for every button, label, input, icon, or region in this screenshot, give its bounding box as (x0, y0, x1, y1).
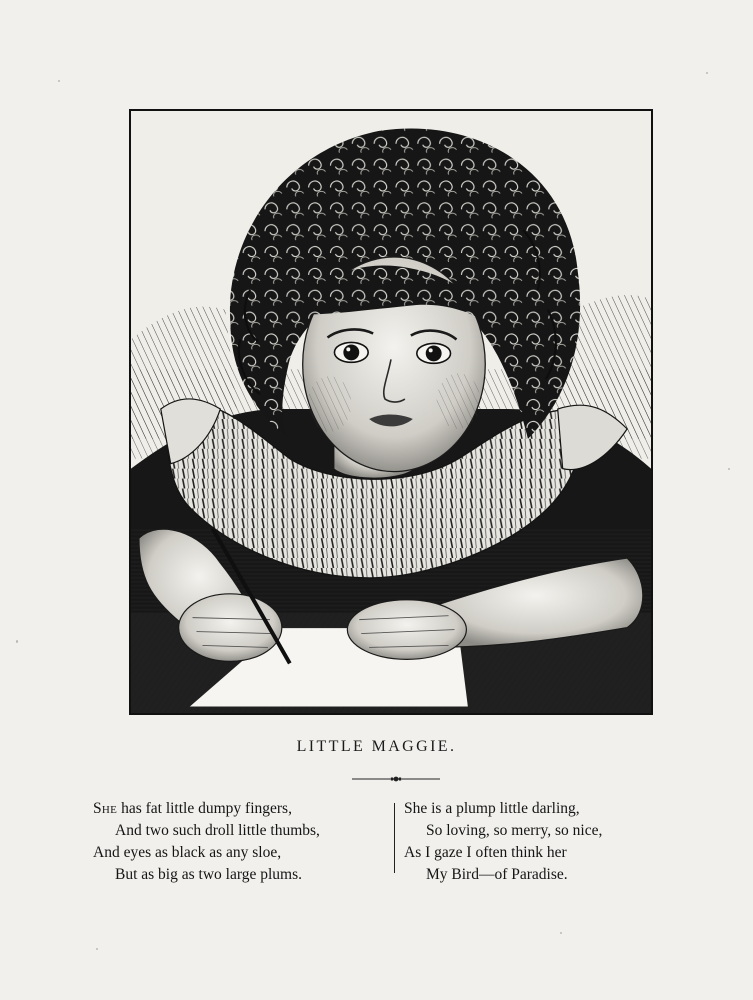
engraving-artwork (131, 111, 651, 713)
verse-line-rest: has fat little dumpy fingers, (117, 800, 292, 817)
column-divider (394, 803, 395, 873)
paper-speck (706, 72, 708, 74)
engraving-illustration (129, 109, 653, 715)
verse-line: And eyes as black as any sloe, (93, 844, 282, 861)
verse-line: But as big as two large plums. (115, 866, 302, 883)
paper-speck (16, 640, 18, 643)
verse-line: She is a plump little darling, (404, 800, 580, 817)
title-ornament (352, 773, 440, 785)
paper-speck (58, 80, 60, 82)
verse-line: And two such droll little thumbs, (115, 822, 320, 839)
paper-speck (96, 948, 98, 950)
paper-speck (560, 932, 562, 934)
verse-initial-word: She (93, 800, 118, 817)
poem-left-stanza (93, 798, 389, 886)
verse-line: My Bird—of Paradise. (426, 866, 568, 883)
verse-line: So loving, so merry, so nice, (426, 822, 603, 839)
verse-line: As I gaze I often think her (404, 844, 567, 861)
verse-line (93, 798, 389, 820)
poem-right-stanza (404, 798, 664, 886)
paper-speck (728, 468, 730, 470)
poem-title: LITTLE MAGGIE. (296, 738, 457, 755)
